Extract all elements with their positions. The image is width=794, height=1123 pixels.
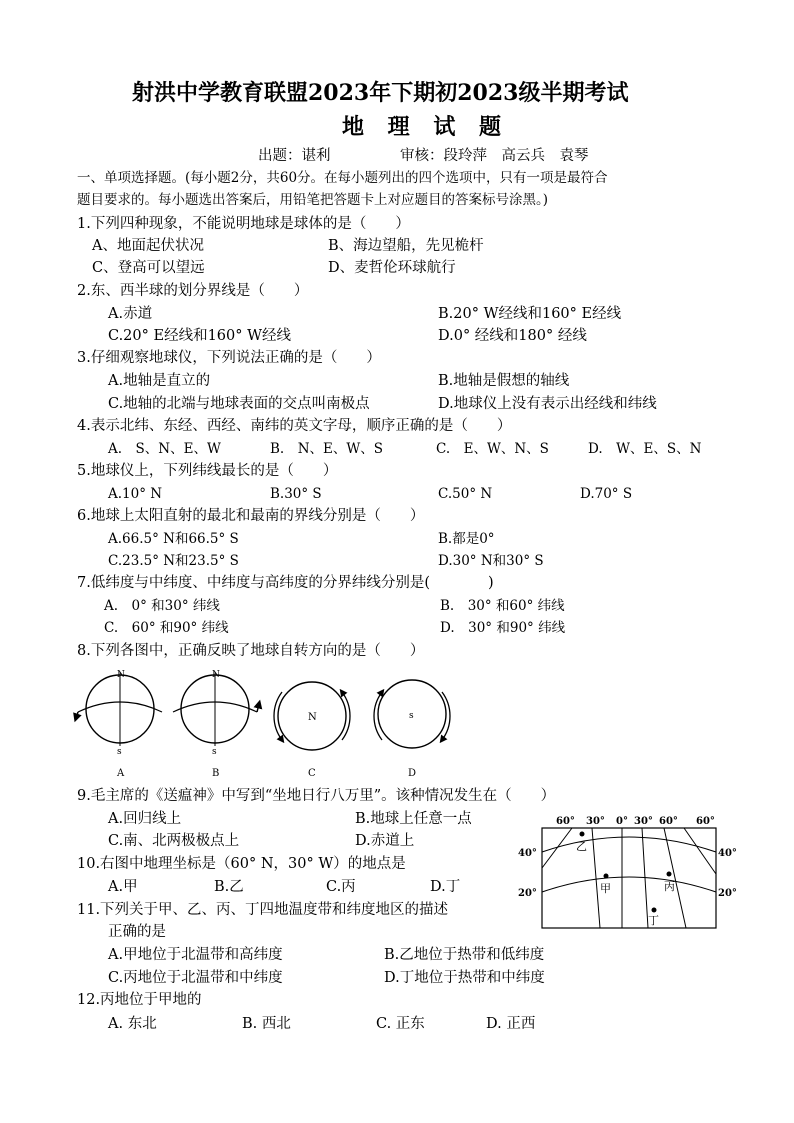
q10-option-c: C.丙 [326, 879, 356, 895]
q5-option-a: A.10° N [108, 486, 163, 502]
q9-option-a: A.回归线上 [108, 811, 182, 827]
question-11-stem: 11.下列关于甲、乙、丙、丁四地温度带和纬度地区的描述 [77, 902, 449, 918]
q1-option-b: B、海边望船，先见桅杆 [328, 238, 484, 254]
q2-option-a: A.赤道 [108, 306, 153, 322]
map-right-lat-20: 20° [718, 888, 737, 899]
q2-option-b: B.20° W经线和160° E经线 [438, 306, 622, 322]
globe-c-n-label: N [308, 712, 317, 723]
map-right-lat-40: 40° [718, 848, 737, 859]
question-5-stem: 5.地球仪上，下列纬线最长的是（ ） [77, 463, 338, 479]
question-4-stem: 4.表示北纬、东经、西经、南纬的英文字母，顺序正确的是（ ） [77, 418, 512, 434]
place-jia-label: 甲 [600, 882, 611, 895]
question-7-stem: 7.低纬度与中纬度、中纬度与高纬度的分界纬线分别是( ) [77, 575, 494, 591]
point-yi [580, 832, 585, 837]
section-heading-line1: 一、单项选择题。(每小题2分，共60分。在每小题列出的四个选项中，只有一项是最符合 [77, 170, 608, 186]
exam-title: 射洪中学教育联盟2023年下期初2023级半期考试 [132, 80, 629, 106]
q6-option-a: A.66.5° N和66.5° S [108, 531, 239, 547]
q9-option-c: C.南、北两极极点上 [108, 833, 240, 849]
author-label: 出题：谌利 [258, 148, 331, 164]
question-8-stem: 8.下列各图中，正确反映了地球自转方向的是（ ） [77, 643, 425, 659]
point-bing [667, 872, 672, 877]
place-bing-label: 丙 [664, 880, 675, 893]
rotation-diagrams [70, 664, 470, 782]
q10-option-b: B.乙 [214, 879, 244, 895]
q5-option-b: B.30° S [270, 486, 322, 502]
map-top-label-3: 0° [616, 816, 628, 827]
q12-option-b: B. 西北 [242, 1016, 291, 1032]
question-2-stem: 2.东、西半球的划分界线是（ ） [77, 283, 309, 299]
q4-option-d: D. W、E、S、N [588, 441, 702, 457]
question-9-stem: 9.毛主席的《送瘟神》中写到“坐地日行八万里”。该种情况发生在（ ） [77, 788, 556, 804]
q10-option-a: A.甲 [108, 879, 138, 895]
subject-title: 地 理 试 题 [342, 114, 509, 140]
point-jia [604, 874, 609, 879]
map-top-label-5: 60° [659, 816, 678, 827]
q12-option-c: C. 正东 [376, 1016, 425, 1032]
globe-a-n-label: N [117, 670, 125, 680]
reviewer-label: 审核：段玲萍 高云兵 袁琴 [400, 148, 589, 164]
q7-option-a: A. 0° 和30° 纬线 [104, 598, 220, 614]
place-yi-label: 乙 [576, 840, 587, 853]
q1-option-c: C、登高可以望远 [92, 260, 205, 276]
place-ding-label: 丁 [648, 914, 659, 927]
map-top-label-4: 30° [634, 816, 653, 827]
q3-option-b: B.地轴是假想的轴线 [438, 373, 570, 389]
q4-option-c: C. E、W、N、S [436, 441, 549, 457]
q4-option-a: A. S、N、E、W [108, 441, 221, 457]
question-3-stem: 3.仔细观察地球仪，下列说法正确的是（ ） [77, 350, 381, 366]
q6-option-b: B.都是0° [438, 531, 495, 547]
q3-option-c: C.地轴的北端与地球表面的交点叫南极点 [108, 396, 370, 412]
section-heading-line2: 题目要求的。每小题选出答案后，用铅笔把答题卡上对应题目的答案标号涂黑。) [77, 192, 549, 208]
q12-option-d: D. 正西 [486, 1016, 536, 1032]
q6-option-c: C.23.5° N和23.5° S [108, 553, 239, 569]
globe-a [76, 670, 162, 779]
q11-option-b: B.乙地位于热带和低纬度 [384, 947, 545, 963]
globe-d-s-label: s [409, 711, 414, 721]
q5-option-d: D.70° S [580, 486, 633, 502]
q10-option-d: D.丁 [430, 879, 461, 895]
q2-option-c: C.20° E经线和160° W经线 [108, 328, 292, 344]
question-10-stem: 10.右图中地理坐标是（60° N，30° W）的地点是 [77, 856, 406, 872]
q11-option-c: C.丙地位于北温带和中纬度 [108, 970, 283, 986]
q5-option-c: C.50° N [438, 486, 493, 502]
q4-option-b: B. N、E、W、S [270, 441, 384, 457]
q1-option-a: A、地面起伏状况 [92, 238, 204, 254]
globe-b [173, 670, 259, 779]
map-left-lat-20: 20° [518, 888, 537, 899]
globe-b-n-label: N [212, 670, 220, 680]
q11-option-d: D.丁地位于热带和中纬度 [384, 970, 545, 986]
point-ding [652, 908, 657, 913]
globe-a-s-label: s [117, 747, 122, 757]
globe-c [274, 682, 350, 779]
globe-c-letter: C [308, 768, 316, 779]
q9-option-b: B.地球上任意一点 [355, 811, 472, 827]
globe-d-letter: D [408, 768, 417, 779]
q7-option-d: D. 30° 和90° 纬线 [440, 620, 566, 636]
map-top-label-2: 30° [586, 816, 605, 827]
globe-a-letter: A [117, 768, 125, 779]
graticule-map [514, 812, 744, 932]
question-11-stem-cont: 正确的是 [108, 924, 166, 940]
q3-option-d: D.地球仪上没有表示出经线和纬线 [438, 396, 657, 412]
q9-option-d: D.赤道上 [355, 833, 415, 849]
map-top-label-6: 60° [696, 816, 715, 827]
q6-option-d: D.30° N和30° S [438, 553, 544, 569]
globe-d [374, 680, 450, 779]
q2-option-d: D.0° 经线和180° 经线 [438, 328, 587, 344]
q1-option-d: D、麦哲伦环球航行 [328, 260, 456, 276]
q7-option-b: B. 30° 和60° 纬线 [440, 598, 565, 614]
map-top-label-1: 60° [556, 816, 575, 827]
q7-option-c: C. 60° 和90° 纬线 [104, 620, 229, 636]
q12-option-a: A. 东北 [108, 1016, 157, 1032]
q11-option-a: A.甲地位于北温带和高纬度 [108, 947, 283, 963]
q3-option-a: A.地轴是直立的 [108, 373, 211, 389]
map-left-lat-40: 40° [518, 848, 537, 859]
question-6-stem: 6.地球上太阳直射的最北和最南的界线分别是（ ） [77, 508, 425, 524]
globe-b-letter: B [212, 768, 220, 779]
question-12-stem: 12.丙地位于甲地的 [77, 992, 202, 1008]
question-1-stem: 1.下列四种现象，不能说明地球是球体的是（ ） [77, 216, 410, 232]
globe-b-s-label: s [212, 747, 217, 757]
